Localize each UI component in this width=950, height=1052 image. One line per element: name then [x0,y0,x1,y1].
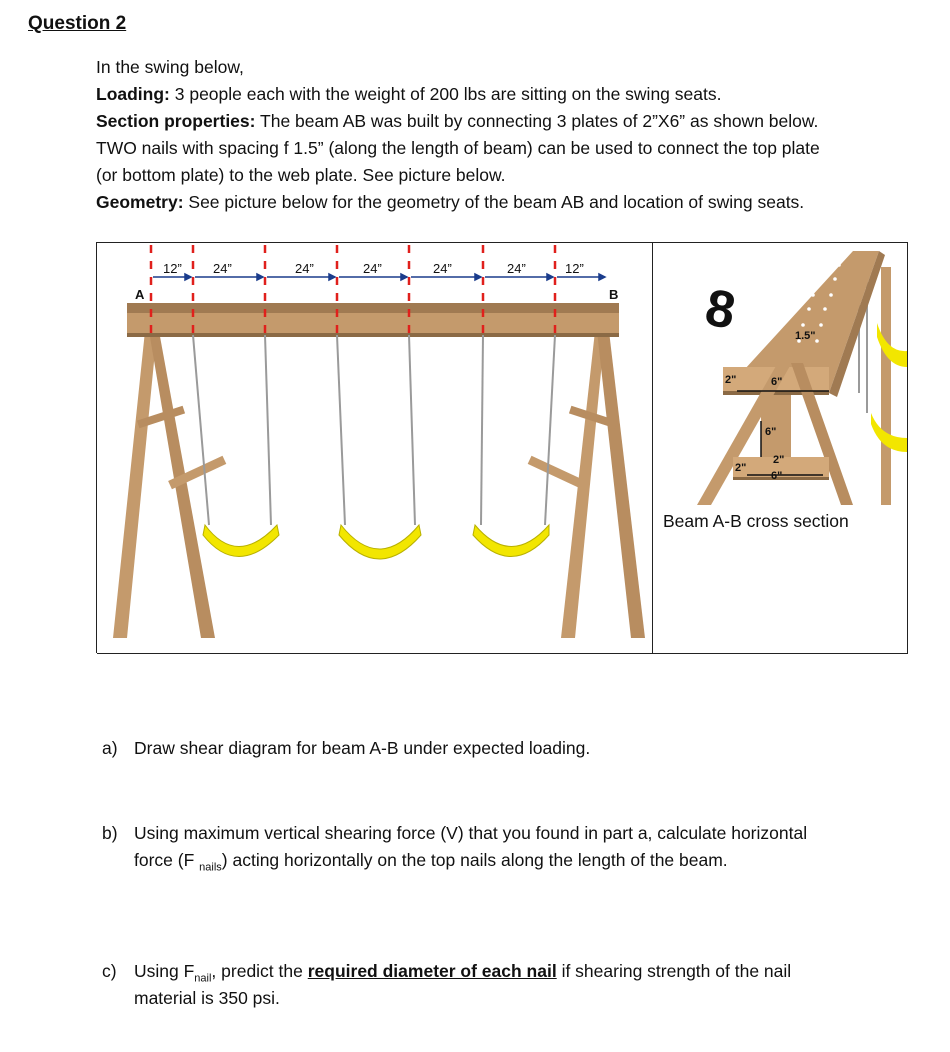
geometry-label: Geometry: [96,192,184,212]
question-a [102,735,902,763]
swing-frame-legs [113,331,645,638]
dimension-labels [135,261,618,302]
nail-figure-mark: 8 [700,278,740,341]
swing-seats [203,525,549,559]
question-b-line-2 [134,847,728,882]
dim-label: 24” [363,261,382,276]
question-c-pre: Using F [134,961,195,981]
loading-label: Loading: [96,84,170,104]
dim-label: 12” [163,261,182,276]
intro-geometry [96,189,804,216]
cross-section-figure [652,242,908,654]
dim-label: 12” [565,261,584,276]
question-c-emphasis: required diameter of each nail [307,961,557,981]
beam-ab [127,303,619,337]
web-thickness-label: 2" [773,454,785,466]
question-b-label: b) [102,823,118,843]
question-a-label: a) [102,738,118,758]
geometry-text: See picture below for the geometry of the beam AB and location of swing seats. [183,192,805,212]
question-c [102,958,902,1014]
intro-loading [96,81,721,108]
intro-section [96,108,818,135]
top-thickness-label: 2" [725,374,737,386]
dim-label: 24” [295,261,314,276]
question-c-subscript: nail [194,972,212,985]
bottom-thickness-label: 2" [735,462,747,474]
question-c-mid: , predict the [211,961,308,981]
swing-illustration [97,243,653,653]
bottom-width-label: 6" [771,470,783,482]
section-text: The beam AB was built by connecting 3 plates of 2”X6” as shown below. [255,111,819,131]
question-c-label: c) [102,961,117,981]
dim-label: 24” [213,261,232,276]
web-height-label: 6" [765,426,777,438]
question-b-line-2-pre: force (F [134,850,200,870]
top-width-label: 6" [771,376,783,388]
question-a-text: Draw shear diagram for beam A-B under expected loading. [134,738,591,758]
question-c-post: if shearing strength of the nail [556,961,792,981]
cross-section-illustration [653,243,907,505]
swing-figure [96,242,654,653]
intro-line-5: (or bottom plate) to the web plate. See picture below. [96,165,506,185]
question-b-line-2-post: ) acting horizontally on the top nails along the length of the beam. [221,850,728,870]
swing-chains [193,335,555,525]
section-label: Section properties: [96,111,256,131]
intro-line-1: In the swing below, [96,57,244,77]
spacing-label: 1.5" [795,330,816,342]
cross-section-caption: Beam A-B cross section [663,511,849,531]
question-title: Question 2 [28,13,127,34]
dim-label: 24” [507,261,526,276]
point-a-label: A [135,287,145,302]
question-b [102,820,902,876]
intro-line-4: TWO nails with spacing f 1.5” (along the length of beam) can be used to connect the top plate [96,138,820,158]
dim-label: 24” [433,261,452,276]
point-b-label: B [609,287,619,302]
question-c-line-2: material is 350 psi. [134,988,280,1008]
loading-text: 3 people each with the weight of 200 lbs are sitting on the swing seats. [169,84,722,104]
question-b-subscript: nails [199,861,222,874]
question-b-line-1: Using maximum vertical shearing force (V) that you found in part a, calculate horizontal [134,823,808,843]
